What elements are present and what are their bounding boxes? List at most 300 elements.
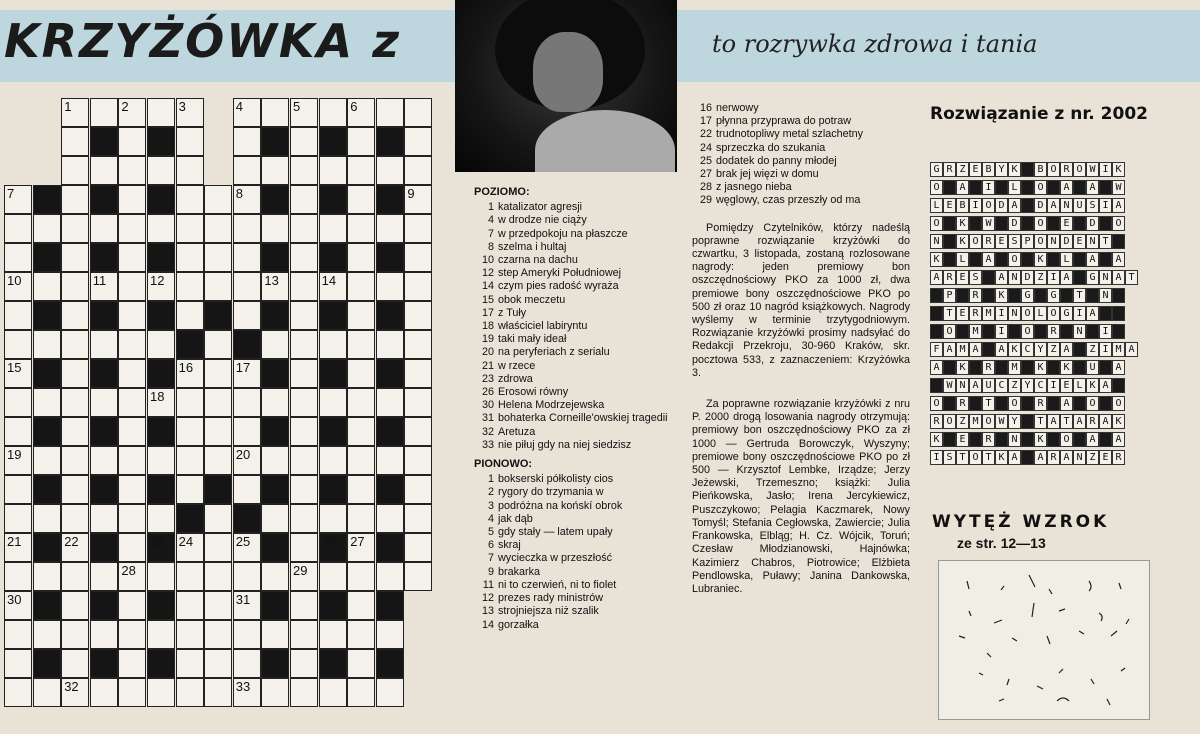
grid-cell[interactable] bbox=[176, 446, 204, 475]
grid-cell[interactable] bbox=[118, 214, 146, 243]
solution-cell: S bbox=[1086, 198, 1099, 213]
grid-cell[interactable] bbox=[376, 98, 404, 127]
grid-cell[interactable] bbox=[4, 591, 32, 620]
clue-item bbox=[474, 439, 689, 452]
solution-cell bbox=[1021, 414, 1034, 429]
grid-cell[interactable] bbox=[176, 388, 204, 417]
grid-cell[interactable] bbox=[61, 591, 89, 620]
grid-cell[interactable] bbox=[404, 185, 432, 214]
clue-item bbox=[474, 346, 689, 359]
grid-cell[interactable] bbox=[61, 446, 89, 475]
grid-cell[interactable] bbox=[376, 562, 404, 591]
grid-cell[interactable] bbox=[176, 649, 204, 678]
grid-cell[interactable] bbox=[4, 243, 32, 272]
solution-cell: O bbox=[930, 180, 943, 195]
solution-cell: I bbox=[995, 324, 1008, 339]
grid-cell[interactable] bbox=[290, 620, 318, 649]
grid-cell[interactable] bbox=[118, 417, 146, 446]
grid-cell[interactable] bbox=[347, 475, 375, 504]
grid-cell[interactable] bbox=[319, 98, 347, 127]
grid-cell[interactable] bbox=[404, 533, 432, 562]
grid-cell[interactable] bbox=[118, 446, 146, 475]
solution-cell: C bbox=[995, 378, 1008, 393]
grid-cell[interactable] bbox=[347, 591, 375, 620]
grid-cell[interactable] bbox=[290, 330, 318, 359]
clue-text: w rzece bbox=[498, 359, 536, 372]
grid-cell[interactable] bbox=[147, 98, 175, 127]
grid-cell[interactable] bbox=[319, 446, 347, 475]
grid-cell[interactable] bbox=[376, 446, 404, 475]
grid-cell[interactable] bbox=[118, 533, 146, 562]
grid-cell[interactable] bbox=[233, 417, 261, 446]
grid-cell[interactable] bbox=[204, 330, 232, 359]
grid-cell[interactable] bbox=[90, 156, 118, 185]
grid-cell[interactable] bbox=[290, 272, 318, 301]
grid-cell[interactable] bbox=[347, 359, 375, 388]
solution-cell: O bbox=[1008, 396, 1021, 411]
solution-cell: T bbox=[1073, 288, 1086, 303]
grid-cell[interactable] bbox=[404, 417, 432, 446]
grid-cell[interactable] bbox=[147, 388, 175, 417]
grid-cell[interactable] bbox=[347, 562, 375, 591]
grid-cell[interactable] bbox=[290, 475, 318, 504]
grid-cell[interactable] bbox=[90, 98, 118, 127]
grid-cell[interactable] bbox=[147, 562, 175, 591]
grid-cell[interactable] bbox=[147, 272, 175, 301]
grid-cell[interactable] bbox=[176, 417, 204, 446]
grid-cell[interactable] bbox=[319, 562, 347, 591]
grid-cell bbox=[33, 533, 61, 562]
grid-cell[interactable] bbox=[261, 98, 289, 127]
grid-cell[interactable] bbox=[404, 214, 432, 243]
clue-text: brak jej więzi w domu bbox=[716, 168, 819, 181]
grid-cell[interactable] bbox=[61, 388, 89, 417]
grid-cell[interactable] bbox=[204, 388, 232, 417]
grid-cell[interactable] bbox=[376, 678, 404, 707]
grid-cell[interactable] bbox=[290, 214, 318, 243]
grid-cell[interactable] bbox=[347, 243, 375, 272]
grid-cell[interactable] bbox=[376, 388, 404, 417]
grid-cell[interactable] bbox=[147, 156, 175, 185]
grid-cell[interactable] bbox=[290, 156, 318, 185]
grid-cell[interactable] bbox=[61, 272, 89, 301]
grid-cell[interactable] bbox=[347, 98, 375, 127]
grid-cell[interactable] bbox=[319, 330, 347, 359]
grid-cell[interactable] bbox=[204, 649, 232, 678]
grid-cell[interactable] bbox=[118, 562, 146, 591]
grid-cell[interactable] bbox=[90, 620, 118, 649]
grid-cell[interactable] bbox=[204, 243, 232, 272]
grid-cell[interactable] bbox=[347, 620, 375, 649]
cell-number: 15 bbox=[7, 360, 22, 375]
grid-cell[interactable] bbox=[233, 591, 261, 620]
grid-cell[interactable] bbox=[233, 620, 261, 649]
solution-cell: W bbox=[1112, 180, 1125, 195]
grid-cell[interactable] bbox=[61, 359, 89, 388]
grid-cell[interactable] bbox=[4, 446, 32, 475]
grid-cell[interactable] bbox=[4, 272, 32, 301]
solution-cell bbox=[969, 396, 982, 411]
grid-cell[interactable] bbox=[90, 214, 118, 243]
cell-number: 23 bbox=[150, 534, 165, 549]
second-column bbox=[692, 102, 910, 596]
grid-cell[interactable] bbox=[176, 301, 204, 330]
grid-cell[interactable] bbox=[4, 533, 32, 562]
grid-cell[interactable] bbox=[204, 562, 232, 591]
grid-cell[interactable] bbox=[204, 620, 232, 649]
grid-cell[interactable] bbox=[4, 185, 32, 214]
grid-cell[interactable] bbox=[290, 359, 318, 388]
grid-cell[interactable] bbox=[319, 504, 347, 533]
grid-cell[interactable] bbox=[118, 475, 146, 504]
grid-cell[interactable] bbox=[4, 649, 32, 678]
grid-cell[interactable] bbox=[376, 214, 404, 243]
grid-cell[interactable] bbox=[4, 359, 32, 388]
crossword-grid[interactable] bbox=[4, 98, 434, 710]
grid-cell[interactable] bbox=[233, 475, 261, 504]
grid-cell bbox=[33, 301, 61, 330]
grid-cell[interactable] bbox=[290, 649, 318, 678]
grid-cell[interactable] bbox=[290, 591, 318, 620]
grid-cell[interactable] bbox=[61, 649, 89, 678]
grid-cell[interactable] bbox=[90, 272, 118, 301]
grid-cell[interactable] bbox=[261, 330, 289, 359]
solution-cell bbox=[995, 216, 1008, 231]
solution-cell: I bbox=[930, 450, 943, 465]
grid-cell[interactable] bbox=[233, 214, 261, 243]
grid-cell[interactable] bbox=[233, 446, 261, 475]
grid-cell[interactable] bbox=[33, 446, 61, 475]
grid-cell[interactable] bbox=[404, 475, 432, 504]
grid-cell[interactable] bbox=[118, 272, 146, 301]
grid-cell[interactable] bbox=[290, 388, 318, 417]
grid-cell[interactable] bbox=[61, 156, 89, 185]
grid-cell[interactable] bbox=[176, 185, 204, 214]
grid-cell[interactable] bbox=[118, 301, 146, 330]
grid-cell[interactable] bbox=[204, 678, 232, 707]
grid-cell[interactable] bbox=[118, 243, 146, 272]
grid-cell[interactable] bbox=[319, 620, 347, 649]
grid-cell[interactable] bbox=[118, 156, 146, 185]
cell-number: 26 bbox=[321, 534, 337, 549]
grid-cell[interactable] bbox=[176, 214, 204, 243]
grid-cell[interactable] bbox=[319, 678, 347, 707]
clue-text: jak dąb bbox=[498, 512, 533, 525]
grid-cell[interactable] bbox=[233, 388, 261, 417]
solution-cell bbox=[943, 252, 956, 267]
solution-cell: F bbox=[930, 342, 943, 357]
grid-cell[interactable] bbox=[33, 272, 61, 301]
grid-cell[interactable] bbox=[233, 156, 261, 185]
grid-cell[interactable] bbox=[376, 504, 404, 533]
grid-cell[interactable] bbox=[347, 214, 375, 243]
grid-cell[interactable] bbox=[118, 620, 146, 649]
grid-cell[interactable] bbox=[290, 533, 318, 562]
grid-cell[interactable] bbox=[404, 127, 432, 156]
grid-cell[interactable] bbox=[290, 243, 318, 272]
grid-cell[interactable] bbox=[290, 301, 318, 330]
grid-cell[interactable] bbox=[376, 272, 404, 301]
grid-cell[interactable] bbox=[176, 562, 204, 591]
grid-cell[interactable] bbox=[233, 649, 261, 678]
grid-cell[interactable] bbox=[118, 678, 146, 707]
grid-cell[interactable] bbox=[61, 214, 89, 243]
grid-cell[interactable] bbox=[4, 475, 32, 504]
grid-cell[interactable] bbox=[33, 620, 61, 649]
grid-cell[interactable] bbox=[147, 678, 175, 707]
grid-cell[interactable] bbox=[319, 156, 347, 185]
grid-cell[interactable] bbox=[204, 359, 232, 388]
grid-cell[interactable] bbox=[404, 98, 432, 127]
grid-cell[interactable] bbox=[4, 214, 32, 243]
grid-cell[interactable] bbox=[61, 243, 89, 272]
grid-cell[interactable] bbox=[90, 330, 118, 359]
grid-cell[interactable] bbox=[347, 533, 375, 562]
grid-cell[interactable] bbox=[118, 98, 146, 127]
grid-cell[interactable] bbox=[261, 214, 289, 243]
solution-cell: O bbox=[1021, 324, 1034, 339]
grid-cell[interactable] bbox=[61, 533, 89, 562]
grid-cell[interactable] bbox=[233, 533, 261, 562]
cell-number: 16 bbox=[178, 360, 194, 375]
grid-cell[interactable] bbox=[4, 620, 32, 649]
grid-cell[interactable] bbox=[61, 678, 89, 707]
grid-cell[interactable] bbox=[176, 678, 204, 707]
grid-cell[interactable] bbox=[33, 330, 61, 359]
grid-cell[interactable] bbox=[118, 185, 146, 214]
grid-cell[interactable] bbox=[4, 504, 32, 533]
grid-cell[interactable] bbox=[204, 214, 232, 243]
grid-cell[interactable] bbox=[290, 185, 318, 214]
grid-cell[interactable] bbox=[118, 388, 146, 417]
grid-cell[interactable] bbox=[290, 127, 318, 156]
grid-cell[interactable] bbox=[290, 417, 318, 446]
grid-cell[interactable] bbox=[176, 243, 204, 272]
cell-number: 11 bbox=[92, 273, 107, 288]
clue-text: wycieczka w przeszłość bbox=[498, 552, 612, 565]
clue-item bbox=[474, 500, 689, 513]
grid-cell[interactable] bbox=[404, 504, 432, 533]
grid-cell[interactable] bbox=[61, 98, 89, 127]
grid-cell[interactable] bbox=[176, 98, 204, 127]
grid-cell[interactable] bbox=[61, 417, 89, 446]
solution-cell: A bbox=[1060, 180, 1073, 195]
grid-cell[interactable] bbox=[204, 591, 232, 620]
grid-cell[interactable] bbox=[261, 156, 289, 185]
grid-cell[interactable] bbox=[176, 127, 204, 156]
grid-cell[interactable] bbox=[61, 620, 89, 649]
grid-cell[interactable] bbox=[319, 214, 347, 243]
grid-cell[interactable] bbox=[61, 562, 89, 591]
solution-cell: G bbox=[930, 162, 943, 177]
solution-cell bbox=[930, 306, 943, 321]
grid-cell[interactable] bbox=[4, 330, 32, 359]
grid-cell[interactable] bbox=[176, 359, 204, 388]
grid-cell[interactable] bbox=[347, 446, 375, 475]
grid-cell[interactable] bbox=[233, 272, 261, 301]
grid-cell[interactable] bbox=[33, 562, 61, 591]
grid-cell[interactable] bbox=[347, 678, 375, 707]
grid-cell[interactable] bbox=[376, 330, 404, 359]
grid-cell[interactable] bbox=[176, 533, 204, 562]
solution-cell: O bbox=[1034, 216, 1047, 231]
grid-cell[interactable] bbox=[204, 185, 232, 214]
grid-cell[interactable] bbox=[61, 301, 89, 330]
grid-cell[interactable] bbox=[261, 678, 289, 707]
grid-cell[interactable] bbox=[347, 156, 375, 185]
cell-number: 20 bbox=[235, 447, 251, 462]
solution-cell: O bbox=[1047, 162, 1060, 177]
grid-cell[interactable] bbox=[90, 562, 118, 591]
grid-cell[interactable] bbox=[233, 127, 261, 156]
grid-cell[interactable] bbox=[233, 562, 261, 591]
grid-cell[interactable] bbox=[90, 504, 118, 533]
clue-number: 17 bbox=[699, 115, 712, 128]
grid-cell[interactable] bbox=[61, 504, 89, 533]
grid-cell[interactable] bbox=[61, 330, 89, 359]
grid-cell[interactable] bbox=[404, 272, 432, 301]
solution-cell bbox=[956, 288, 969, 303]
solution-cell bbox=[1086, 288, 1099, 303]
grid-cell[interactable] bbox=[233, 678, 261, 707]
grid-cell[interactable] bbox=[61, 475, 89, 504]
grid-cell bbox=[204, 475, 232, 504]
grid-cell[interactable] bbox=[147, 330, 175, 359]
grid-cell[interactable] bbox=[347, 127, 375, 156]
solution-cell: A bbox=[969, 378, 982, 393]
solution-cell: O bbox=[1112, 216, 1125, 231]
grid-cell[interactable] bbox=[33, 214, 61, 243]
grid-cell[interactable] bbox=[176, 475, 204, 504]
grid-cell[interactable] bbox=[404, 562, 432, 591]
grid-cell[interactable] bbox=[176, 156, 204, 185]
grid-cell[interactable] bbox=[176, 620, 204, 649]
grid-cell[interactable] bbox=[290, 678, 318, 707]
grid-cell[interactable] bbox=[118, 127, 146, 156]
clue-text: zdrowa bbox=[498, 372, 533, 385]
grid-cell[interactable] bbox=[118, 504, 146, 533]
grid-cell[interactable] bbox=[261, 446, 289, 475]
grid-cell[interactable] bbox=[404, 446, 432, 475]
grid-cell[interactable] bbox=[90, 678, 118, 707]
grid-cell bbox=[376, 127, 404, 156]
grid-cell[interactable] bbox=[118, 359, 146, 388]
clue-item bbox=[474, 267, 689, 280]
grid-cell[interactable] bbox=[147, 620, 175, 649]
grid-cell[interactable] bbox=[404, 359, 432, 388]
grid-cell[interactable] bbox=[233, 359, 261, 388]
grid-cell[interactable] bbox=[404, 330, 432, 359]
solution-cell: N bbox=[1099, 270, 1112, 285]
grid-cell[interactable] bbox=[261, 620, 289, 649]
solution-cell: K bbox=[995, 450, 1008, 465]
grid-cell[interactable] bbox=[176, 591, 204, 620]
grid-cell[interactable] bbox=[347, 330, 375, 359]
grid-cell[interactable] bbox=[118, 330, 146, 359]
solution-cell: E bbox=[1060, 216, 1073, 231]
grid-cell[interactable] bbox=[376, 156, 404, 185]
grid-cell[interactable] bbox=[204, 417, 232, 446]
grid-cell[interactable] bbox=[4, 678, 32, 707]
grid-cell[interactable] bbox=[261, 562, 289, 591]
grid-cell[interactable] bbox=[261, 272, 289, 301]
grid-cell[interactable] bbox=[319, 272, 347, 301]
grid-cell[interactable] bbox=[233, 98, 261, 127]
grid-cell[interactable] bbox=[319, 388, 347, 417]
grid-cell[interactable] bbox=[33, 678, 61, 707]
grid-cell[interactable] bbox=[347, 301, 375, 330]
grid-cell[interactable] bbox=[118, 591, 146, 620]
grid-cell[interactable] bbox=[4, 301, 32, 330]
solution-cell: E bbox=[956, 270, 969, 285]
grid-cell bbox=[319, 475, 347, 504]
grid-cell[interactable] bbox=[404, 301, 432, 330]
grid-cell[interactable] bbox=[290, 98, 318, 127]
solution-cell: I bbox=[1047, 378, 1060, 393]
grid-cell[interactable] bbox=[290, 504, 318, 533]
grid-cell[interactable] bbox=[118, 649, 146, 678]
grid-cell[interactable] bbox=[347, 649, 375, 678]
grid-cell[interactable] bbox=[347, 417, 375, 446]
grid-cell[interactable] bbox=[261, 504, 289, 533]
grid-cell[interactable] bbox=[233, 243, 261, 272]
solution-cell: I bbox=[969, 198, 982, 213]
grid-cell[interactable] bbox=[90, 446, 118, 475]
grid-cell[interactable] bbox=[147, 214, 175, 243]
grid-cell[interactable] bbox=[61, 127, 89, 156]
grid-cell[interactable] bbox=[290, 562, 318, 591]
grid-cell[interactable] bbox=[204, 533, 232, 562]
solution-cell bbox=[1112, 306, 1125, 321]
grid-cell[interactable] bbox=[404, 388, 432, 417]
solution-cell: K bbox=[1034, 360, 1047, 375]
grid-cell[interactable] bbox=[347, 272, 375, 301]
grid-cell[interactable] bbox=[347, 388, 375, 417]
grid-cell[interactable] bbox=[204, 504, 232, 533]
grid-cell[interactable] bbox=[233, 301, 261, 330]
grid-cell[interactable] bbox=[4, 388, 32, 417]
grid-cell[interactable] bbox=[147, 446, 175, 475]
grid-cell[interactable] bbox=[347, 504, 375, 533]
solution-cell: O bbox=[982, 198, 995, 213]
grid-cell[interactable] bbox=[4, 417, 32, 446]
grid-cell[interactable] bbox=[376, 620, 404, 649]
grid-cell[interactable] bbox=[233, 185, 261, 214]
grid-cell[interactable] bbox=[404, 156, 432, 185]
solution-cell: R bbox=[982, 234, 995, 249]
solution-grid bbox=[930, 162, 1136, 472]
grid-cell[interactable] bbox=[347, 185, 375, 214]
grid-cell[interactable] bbox=[61, 185, 89, 214]
grid-cell[interactable] bbox=[33, 504, 61, 533]
grid-cell[interactable] bbox=[290, 446, 318, 475]
grid-cell bbox=[90, 185, 118, 214]
grid-cell bbox=[319, 359, 347, 388]
grid-cell[interactable] bbox=[204, 272, 232, 301]
grid-cell[interactable] bbox=[33, 388, 61, 417]
grid-cell[interactable] bbox=[147, 504, 175, 533]
grid-cell[interactable] bbox=[4, 562, 32, 591]
grid-cell[interactable] bbox=[176, 272, 204, 301]
solution-cell: I bbox=[982, 180, 995, 195]
grid-cell[interactable] bbox=[404, 243, 432, 272]
grid-cell[interactable] bbox=[204, 446, 232, 475]
solution-cell: A bbox=[1086, 306, 1099, 321]
solution-cell: O bbox=[969, 234, 982, 249]
clue-number: 14 bbox=[481, 280, 494, 293]
grid-cell[interactable] bbox=[90, 388, 118, 417]
grid-cell[interactable] bbox=[261, 388, 289, 417]
